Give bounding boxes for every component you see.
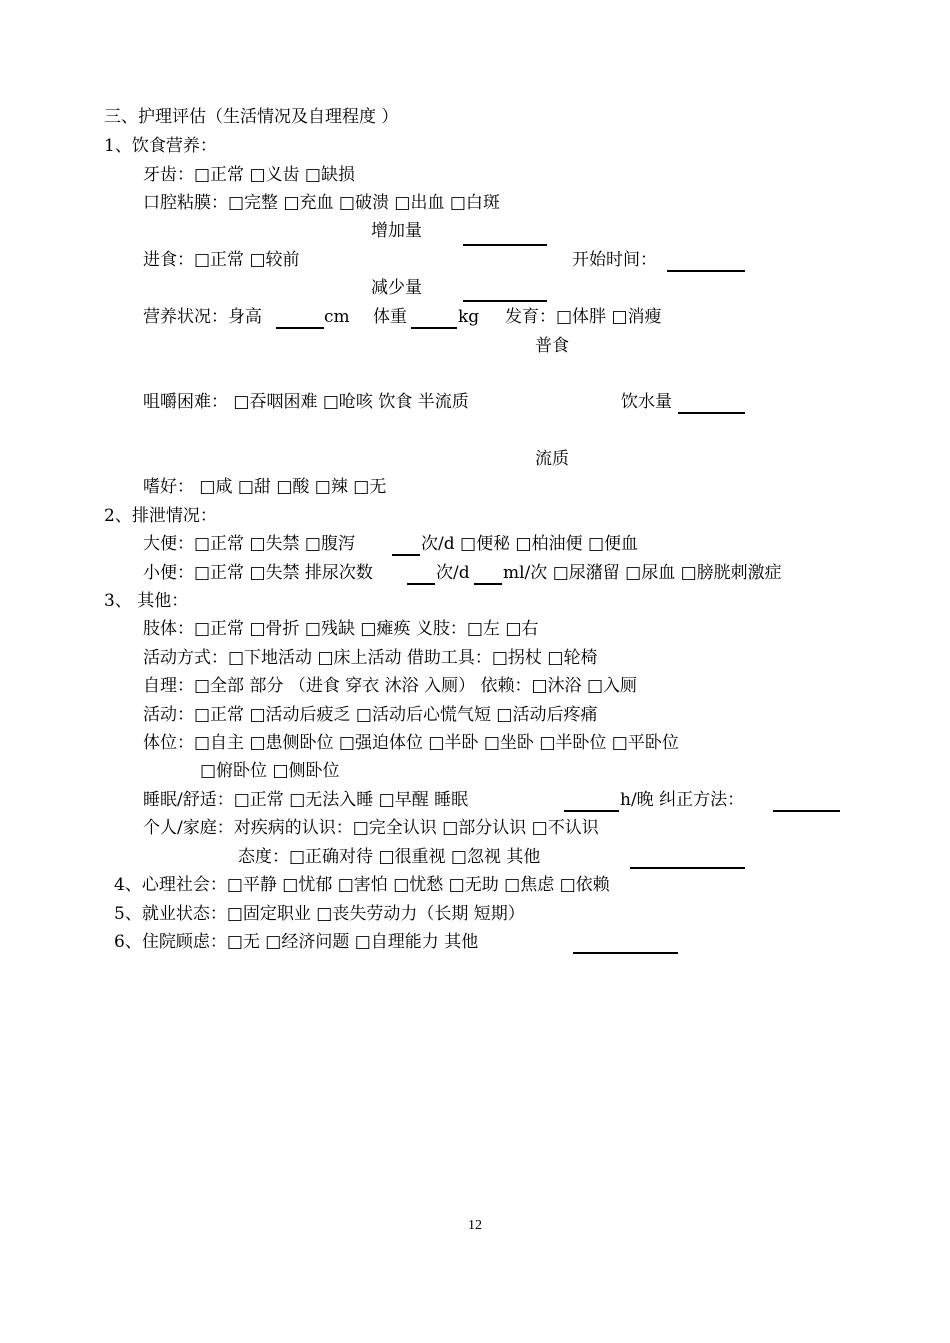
other-heading: 3、 其他：: [104, 591, 189, 611]
urine-row-options: ml/次 □尿潴留 □尿血 □膀胱刺激症: [503, 563, 782, 583]
height-blank[interactable]: [276, 309, 324, 329]
mucosa-row: 口腔粘膜：□完整 □充血 □破溃 □出血 □白斑: [143, 193, 500, 213]
sleep-row-correction: h/晚 纠正方法：: [620, 790, 745, 810]
teeth-row: 牙齿：□正常 □义齿 □缺损: [143, 165, 355, 185]
activity-mode-row: 活动方式：□下地活动 □床上活动 借助工具：□拐杖 □轮椅: [143, 648, 598, 668]
section-title: 三、护理评估（生活情况及自理程度 ）: [104, 107, 399, 127]
stool-row-label: 大便：□正常 □失禁 □腹泻: [143, 534, 355, 554]
weight-label: 体重: [373, 307, 407, 327]
activity-row: 活动：□正常 □活动后疲乏 □活动后心慌气短 □活动后疼痛: [143, 705, 598, 725]
intake-row: 进食：□正常 □较前: [143, 250, 300, 270]
decrease-label: 减少量: [371, 278, 422, 298]
employment-row: 5、就业状态：□固定职业 □丧失劳动力（长期 短期）: [114, 904, 525, 924]
position-row-2: □俯卧位 □侧卧位: [200, 761, 340, 781]
attitude-other-blank[interactable]: [630, 849, 745, 869]
weight-blank[interactable]: [411, 309, 457, 329]
correction-blank[interactable]: [773, 792, 840, 812]
urine-count-blank[interactable]: [407, 565, 435, 585]
cm-unit: cm: [324, 307, 350, 327]
urine-volume-blank[interactable]: [474, 565, 502, 585]
concerns-row: 6、住院顾虑：□无 □经济问题 □自理能力 其他: [114, 932, 479, 952]
increase-label: 增加量: [371, 221, 422, 241]
nutrition-label: 营养状况：身高: [143, 307, 262, 327]
sleep-row-label: 睡眠/舒适：□正常 □无法入睡 □早醒 睡眠: [143, 790, 469, 810]
urine-row-label: 小便：□正常 □失禁 排尿次数: [143, 563, 373, 583]
start-time-label: 开始时间：: [572, 250, 657, 270]
diet-liquid-label: 流质: [535, 449, 569, 469]
selfcare-row: 自理：□全部 部分 （进食 穿衣 沐浴 入厕） 依赖：□沐浴 □入厕: [143, 676, 638, 696]
development-row: 发育：□体胖 □消瘦: [505, 307, 662, 327]
decrease-blank[interactable]: [463, 282, 547, 302]
increase-blank[interactable]: [463, 226, 547, 246]
diet-normal-label: 普食: [535, 336, 569, 356]
excretion-heading: 2、排泄情况：: [104, 506, 217, 526]
kg-unit: kg: [458, 307, 480, 327]
concerns-other-blank[interactable]: [573, 934, 678, 954]
sleep-hours-blank[interactable]: [564, 792, 619, 812]
water-label: 饮水量: [621, 392, 672, 412]
position-row: 体位：□自主 □患侧卧位 □强迫体位 □半卧 □坐卧 □半卧位 □平卧位: [143, 733, 679, 753]
psych-row: 4、心理社会：□平静 □忧郁 □害怕 □忧愁 □无助 □焦虑 □依赖: [114, 875, 610, 895]
diet-heading: 1、饮食营养：: [104, 136, 217, 156]
family-row: 个人/家庭：对疾病的认识：□完全认识 □部分认识 □不认识: [143, 818, 599, 838]
preference-row: 嗜好： □咸 □甜 □酸 □辣 □无: [143, 477, 387, 497]
stool-row-options: 次/d □便秘 □柏油便 □便血: [421, 534, 639, 554]
water-blank[interactable]: [678, 394, 745, 414]
chewing-row: 咀嚼困难： □吞咽困难 □呛咳 饮食 半流质: [143, 392, 469, 412]
diarrhea-blank[interactable]: [392, 536, 420, 556]
page-number: 12: [468, 1218, 482, 1233]
attitude-row: 态度：□正确对待 □很重视 □忽视 其他: [238, 847, 541, 867]
urine-per-day: 次/d: [436, 563, 470, 583]
start-time-blank[interactable]: [667, 252, 745, 272]
limb-row: 肢体：□正常 □骨折 □残缺 □瘫痪 义肢：□左 □右: [143, 619, 539, 639]
